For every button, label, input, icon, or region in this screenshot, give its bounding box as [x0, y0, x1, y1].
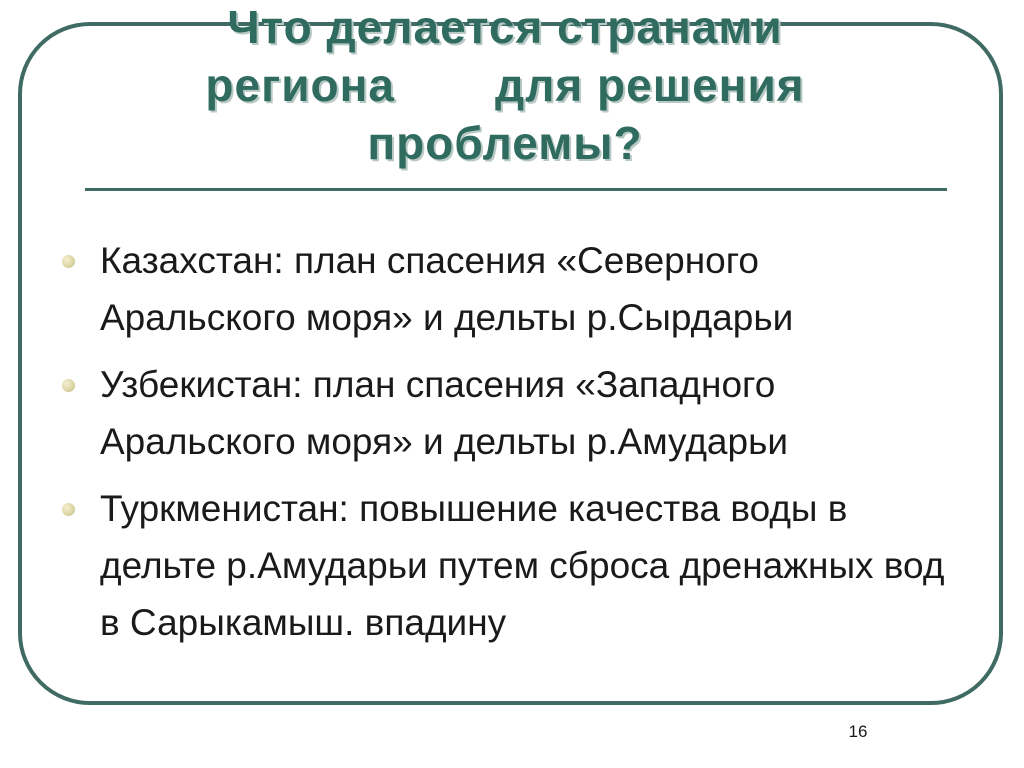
bullet-item-kazakhstan: [62, 232, 962, 346]
bullet-dot-icon: [62, 255, 75, 268]
title-line-2-right: для решения: [495, 59, 805, 111]
bullet-item-turkmenistan: [62, 480, 962, 651]
page-number: 16: [848, 722, 868, 741]
title-divider: [85, 188, 947, 191]
bullet-dot-icon: [62, 503, 75, 516]
bullet-text: Казахстан: план спасения «Северного Аральского моря» и дельты р.Сырдарьи: [100, 240, 794, 338]
title-line-2: [90, 56, 920, 114]
bullet-text: Туркменистан: повышение качества воды в дельте р.Амударьи путем сброса дренажных вод в Сарыкамыш. впадину: [100, 488, 945, 643]
bullet-list: [62, 232, 962, 661]
bullet-item-uzbekistan: [62, 356, 962, 470]
slide-title: [90, 0, 920, 172]
bullet-text: Узбекистан: план спасения «Западного Аральского моря» и дельты р.Амударьи: [100, 364, 789, 462]
title-line-2-left: региона: [205, 59, 396, 111]
title-line-1: Что делается странами: [227, 1, 783, 53]
bullet-dot-icon: [62, 379, 75, 392]
title-line-3: проблемы?: [367, 117, 643, 169]
